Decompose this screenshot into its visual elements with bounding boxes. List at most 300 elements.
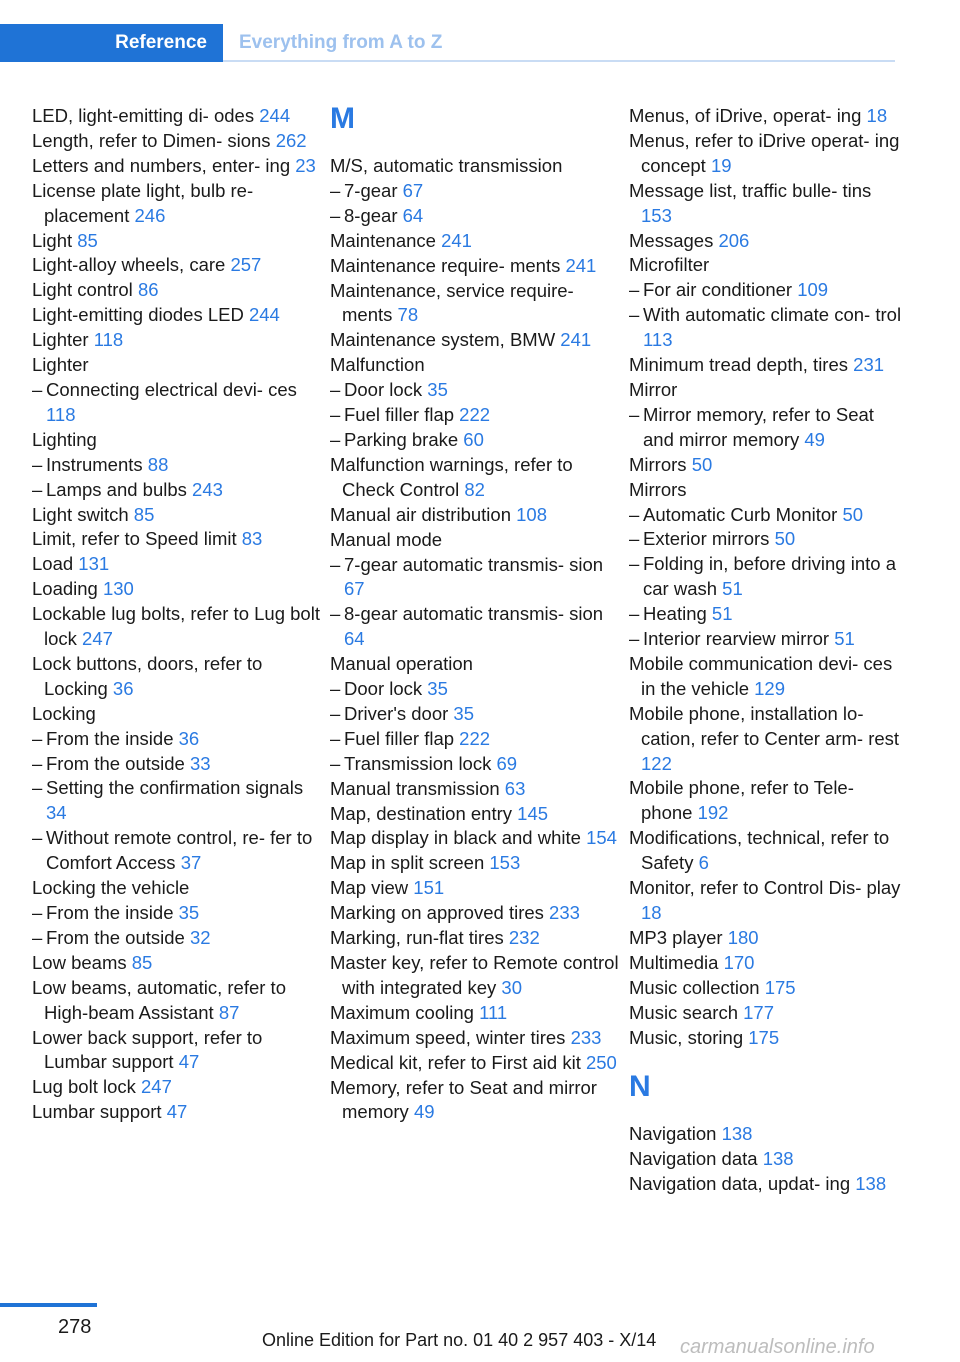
- page-reference-link[interactable]: 233: [549, 902, 580, 924]
- page-reference-link[interactable]: 51: [722, 578, 743, 600]
- entry-term: Fuel filler flap: [344, 727, 455, 749]
- index-entry: [32, 278, 322, 303]
- index-entry: [629, 776, 904, 826]
- entry-term: Load: [32, 553, 74, 575]
- index-entry: [330, 254, 620, 279]
- subentry-dash: –: [629, 403, 640, 425]
- index-subentry: [629, 527, 904, 552]
- page-reference-link[interactable]: 34: [46, 802, 67, 824]
- page-reference-link[interactable]: 86: [137, 279, 159, 301]
- page-reference-link[interactable]: 69: [496, 752, 518, 774]
- page-reference-link[interactable]: 129: [754, 677, 785, 699]
- index-subentry: [629, 552, 904, 602]
- index-entry: [330, 851, 620, 876]
- entry-term: Light switch: [32, 503, 129, 525]
- entry-term: Mirror: [629, 378, 678, 400]
- index-entry: [629, 229, 904, 254]
- entry-term: 7-gear: [344, 179, 398, 201]
- entry-term: MP3 player: [629, 926, 723, 948]
- subentry-dash: –: [629, 503, 640, 525]
- index-subentry: [629, 403, 904, 453]
- index-entry: [32, 1100, 322, 1125]
- index-subentry: [32, 776, 322, 826]
- edition-note: Online Edition for Part no. 01 40 2 957 403 - X/14: [262, 1330, 657, 1350]
- entry-term: From the inside: [46, 902, 174, 923]
- entry-term: Malfunction: [330, 354, 425, 376]
- entry-term: 8-gear automatic transmis- sion: [344, 603, 604, 625]
- index-entry: [32, 652, 322, 702]
- page-reference-link[interactable]: 113: [643, 329, 673, 351]
- page-reference-link[interactable]: 49: [804, 428, 825, 450]
- entry-term: Light: [32, 229, 73, 251]
- page-reference-link[interactable]: 247: [141, 1076, 172, 1098]
- page-reference-link[interactable]: 154: [586, 827, 617, 849]
- index-entry: [32, 1075, 322, 1100]
- index-entry: [330, 503, 620, 528]
- entry-term: From the inside: [46, 727, 174, 749]
- subentry-dash: –: [32, 378, 43, 400]
- index-column-1: [32, 104, 322, 1125]
- entry-term: Mobile communication devi- ces in the vehicle: [629, 652, 893, 699]
- entry-term: Lamps and bulbs: [46, 478, 187, 500]
- subentry-dash: –: [629, 553, 640, 575]
- section-tab-reference[interactable]: [0, 24, 223, 62]
- subentry-dash: –: [330, 727, 341, 749]
- index-subentry: [32, 826, 322, 876]
- entry-term: Light control: [32, 279, 133, 301]
- page-reference-link[interactable]: 206: [718, 229, 750, 251]
- page-reference-link[interactable]: 47: [178, 1051, 200, 1073]
- entry-term: Mirrors: [629, 478, 687, 500]
- entry-term: Map, destination entry: [330, 802, 513, 824]
- entry-term: 8-gear: [344, 204, 398, 226]
- entry-term: Connecting electrical devi- ces: [46, 378, 297, 400]
- entry-term: Marking, run-flat tires: [330, 927, 504, 949]
- index-subentry: [629, 602, 904, 627]
- page-reference-link[interactable]: 19: [710, 154, 732, 176]
- page-reference-link[interactable]: 23: [295, 154, 316, 176]
- entry-term: Lighter: [32, 329, 89, 351]
- index-entry: [629, 453, 904, 478]
- subentry-dash: –: [330, 428, 341, 450]
- page-reference-link[interactable]: 192: [697, 802, 729, 824]
- index-entry: [330, 353, 620, 378]
- page-reference-link[interactable]: 111: [479, 1001, 508, 1023]
- entry-term: Manual transmission: [330, 777, 500, 799]
- entry-term: Fuel filler flap: [344, 404, 455, 426]
- subentry-dash: –: [32, 926, 43, 948]
- page-reference-link[interactable]: 122: [641, 752, 672, 774]
- page-reference-link[interactable]: 153: [489, 852, 521, 874]
- page-reference-link[interactable]: 51: [834, 628, 855, 650]
- entry-term: Map in split screen: [330, 852, 485, 874]
- page-reference-link[interactable]: 64: [402, 204, 424, 226]
- entry-term: Malfunction warnings, refer to Check Control: [330, 453, 573, 500]
- index-entry: [629, 1026, 904, 1051]
- page-reference-link[interactable]: 36: [178, 727, 200, 749]
- entry-term: Minimum tread depth, tires: [629, 354, 849, 376]
- index-entry: [629, 826, 904, 876]
- page-reference-link[interactable]: 47: [166, 1101, 188, 1123]
- index-entry: [32, 303, 322, 328]
- entry-term: Lighter: [32, 354, 89, 376]
- page-reference-link[interactable]: 33: [189, 752, 211, 774]
- index-entry: [330, 876, 620, 901]
- entry-term: Automatic Curb Monitor: [643, 503, 838, 525]
- index-entry: [330, 1001, 620, 1026]
- subentry-dash: –: [32, 727, 43, 749]
- page-reference-link[interactable]: 175: [748, 1026, 780, 1048]
- index-entry: [330, 802, 620, 827]
- index-entry: [32, 353, 322, 378]
- index-entry: [629, 876, 904, 926]
- subentry-dash: –: [32, 827, 43, 849]
- index-subentry: [629, 303, 904, 353]
- subentry-dash: –: [330, 379, 341, 401]
- index-entry: [32, 951, 322, 976]
- index-subentry: [330, 553, 620, 603]
- page-reference-link[interactable]: 51: [711, 603, 733, 625]
- index-subentry: [330, 204, 620, 229]
- page-reference-link[interactable]: 138: [762, 1148, 794, 1170]
- entry-term: Menus, of iDrive, operat- ing: [629, 105, 862, 126]
- index-entry: [330, 1051, 620, 1076]
- index-entry: [330, 901, 620, 926]
- entry-term: Marking on approved tires: [330, 902, 544, 924]
- page-reference-link[interactable]: 83: [241, 528, 263, 550]
- index-subentry: [32, 901, 322, 926]
- page-reference-link[interactable]: 67: [344, 578, 365, 600]
- subentry-dash: –: [330, 702, 341, 724]
- subentry-dash: –: [330, 204, 341, 226]
- index-entry: [330, 453, 620, 503]
- entry-term: Memory, refer to Seat and mirror memory: [330, 1076, 597, 1123]
- index-subentry: [32, 727, 322, 752]
- index-entry: [330, 1026, 620, 1051]
- index-entry: [32, 229, 322, 254]
- entry-term: Modifications, technical, refer to Safety: [629, 827, 890, 874]
- index-entry: [629, 926, 904, 951]
- index-entry: [330, 279, 620, 329]
- entry-term: Low beams: [32, 951, 127, 973]
- entry-term: Lock buttons, doors, refer to Locking: [32, 652, 263, 699]
- entry-term: Manual air distribution: [330, 503, 511, 525]
- page-reference-link[interactable]: 118: [46, 403, 76, 425]
- entry-term: Transmission lock: [344, 752, 492, 774]
- entry-term: Interior rearview mirror: [643, 628, 830, 650]
- page-reference-link[interactable]: 241: [565, 254, 597, 276]
- subentry-dash: –: [629, 528, 640, 550]
- entry-term: Music, storing: [629, 1026, 744, 1048]
- entry-term: M/S, automatic transmission: [330, 155, 563, 176]
- subentry-dash: –: [32, 453, 43, 475]
- entry-term: Message list, traffic bulle- tins: [629, 179, 872, 201]
- index-subentry: [330, 378, 620, 403]
- entry-term: From the outside: [46, 926, 185, 948]
- entry-term: Instruments: [46, 453, 143, 475]
- index-subentry: [629, 627, 904, 652]
- entry-term: LED, light-emitting di- odes: [32, 105, 255, 126]
- index-letter-heading: N: [629, 1070, 651, 1104]
- page-reference-link[interactable]: 138: [855, 1173, 887, 1195]
- page-reference-link[interactable]: 153: [641, 204, 672, 226]
- index-subentry: [330, 403, 620, 428]
- page-reference-link[interactable]: 257: [230, 254, 262, 276]
- index-subentry: [629, 278, 904, 303]
- entry-term: For air conditioner: [643, 279, 793, 301]
- subentry-dash: –: [629, 603, 640, 625]
- entry-term: Maximum speed, winter tires: [330, 1026, 566, 1048]
- footer-accent-bar: [0, 1303, 97, 1307]
- index-entry: [629, 1122, 904, 1147]
- subentry-dash: –: [32, 752, 43, 774]
- index-entry: [330, 328, 620, 353]
- page-reference-link[interactable]: 262: [275, 129, 307, 151]
- index-entry: [629, 179, 904, 229]
- entry-term: Navigation data: [629, 1148, 758, 1170]
- entry-term: Parking brake: [344, 428, 459, 450]
- entry-term: Folding in, before driving into a car wash: [643, 553, 896, 600]
- index-subentry: [32, 752, 322, 777]
- page-reference-link[interactable]: 250: [585, 1051, 617, 1073]
- page-reference-link[interactable]: 243: [192, 478, 223, 500]
- page-reference-link[interactable]: 35: [427, 379, 448, 401]
- header-divider: [223, 60, 895, 62]
- entry-term: Lockable lug bolts, refer to Lug bolt lock: [32, 603, 320, 650]
- entry-term: Light-alloy wheels, care: [32, 254, 226, 276]
- entry-term: License plate light, bulb re- placement: [32, 179, 254, 226]
- page-reference-link[interactable]: 241: [441, 229, 472, 251]
- page-reference-link[interactable]: 130: [102, 578, 134, 600]
- index-entry: [330, 652, 620, 677]
- page-reference-link[interactable]: 49: [413, 1101, 435, 1123]
- page-reference-link[interactable]: 177: [743, 1001, 774, 1023]
- page-reference-link[interactable]: 233: [570, 1026, 602, 1048]
- page-reference-link[interactable]: 50: [691, 453, 713, 475]
- index-entry: [629, 1147, 904, 1172]
- index-entry: [330, 951, 620, 1001]
- entry-term: Maintenance system, BMW: [330, 329, 556, 351]
- subentry-dash: –: [32, 777, 43, 799]
- index-entry: [32, 602, 322, 652]
- index-entry: [32, 428, 322, 453]
- page-reference-link[interactable]: 246: [134, 204, 166, 226]
- index-subentry: [330, 428, 620, 453]
- entry-term: Mirror memory, refer to Seat and mirror memory: [643, 403, 874, 450]
- index-subentry: [330, 179, 620, 204]
- page-reference-link[interactable]: 50: [774, 528, 796, 550]
- index-subentry: [32, 378, 322, 428]
- entry-term: Mirrors: [629, 453, 687, 475]
- index-subentry: [330, 602, 620, 652]
- page-number: 278: [58, 1316, 92, 1338]
- index-letter-heading: M: [330, 102, 355, 135]
- page-reference-link[interactable]: 63: [504, 777, 526, 799]
- page-reference-link[interactable]: 35: [427, 678, 448, 700]
- page-reference-link[interactable]: 244: [248, 304, 280, 326]
- subentry-dash: –: [330, 553, 341, 575]
- index-entry: [330, 926, 620, 951]
- page-reference-link[interactable]: 222: [459, 727, 491, 749]
- entry-term: Navigation: [629, 1123, 717, 1145]
- entry-term: Manual mode: [330, 528, 443, 550]
- entry-term: Mobile phone, installation lo- cation, refer to Center arm- rest: [629, 702, 900, 749]
- index-entry: [32, 503, 322, 528]
- entry-term: Monitor, refer to Control Dis- play: [629, 877, 901, 899]
- entry-term: Locking the vehicle: [32, 877, 190, 899]
- subentry-dash: –: [330, 404, 341, 426]
- index-entry: [629, 353, 904, 378]
- entry-term: Navigation data, updat- ing: [629, 1173, 851, 1195]
- page-header: [0, 24, 895, 62]
- page-reference-link[interactable]: 118: [93, 329, 124, 351]
- index-entry: [32, 527, 322, 552]
- index-subentry: [330, 727, 620, 752]
- index-entry: [629, 1001, 904, 1026]
- page-reference-link[interactable]: 35: [178, 902, 200, 923]
- index-entry: [32, 179, 322, 229]
- index-entry: [330, 528, 620, 553]
- entry-term: Lower back support, refer to Lumbar support: [32, 1026, 263, 1073]
- subentry-dash: –: [330, 603, 341, 625]
- index-entry: [330, 229, 620, 254]
- page-reference-link[interactable]: 222: [459, 404, 491, 426]
- subentry-dash: –: [330, 179, 341, 201]
- entry-term: With automatic climate con- trol: [643, 304, 902, 326]
- entry-term: Lumbar support: [32, 1101, 162, 1123]
- page-reference-link[interactable]: 138: [721, 1123, 753, 1145]
- entry-term: Map display in black and white: [330, 827, 581, 849]
- index-subentry: [32, 478, 322, 503]
- entry-term: From the outside: [46, 752, 185, 774]
- index-entry: [629, 253, 904, 278]
- entry-term: Door lock: [344, 678, 423, 700]
- page-reference-link[interactable]: 180: [727, 926, 759, 948]
- entry-term: Without remote control, re- fer to Comfort Access: [46, 827, 313, 874]
- page-reference-link[interactable]: 60: [463, 428, 484, 450]
- page-reference-link[interactable]: 231: [853, 354, 885, 376]
- entry-term: Limit, refer to Speed limit: [32, 528, 237, 550]
- page-reference-link[interactable]: 67: [402, 179, 424, 201]
- entry-term: Low beams, automatic, refer to High-beam Assistant: [32, 976, 286, 1023]
- entry-term: Maintenance: [330, 229, 436, 251]
- index-entry: [32, 876, 322, 901]
- subentry-dash: –: [32, 478, 43, 500]
- subentry-dash: –: [330, 678, 341, 700]
- entry-term: Microfilter: [629, 254, 710, 276]
- watermark: carmanualsonline.info: [680, 1336, 875, 1358]
- page-reference-link[interactable]: 35: [453, 702, 474, 724]
- entry-term: Driver's door: [344, 702, 449, 724]
- entry-term: Letters and numbers, enter- ing: [32, 154, 291, 176]
- page-reference-link[interactable]: 87: [218, 1001, 240, 1023]
- page-reference-link[interactable]: 82: [464, 478, 485, 500]
- page-reference-link[interactable]: 32: [189, 926, 211, 948]
- index-entry: [32, 1026, 322, 1076]
- entry-term: Light-emitting diodes LED: [32, 304, 244, 326]
- page-reference-link[interactable]: 88: [147, 453, 169, 475]
- page-reference-link[interactable]: 109: [797, 279, 829, 301]
- index-entry: [330, 1076, 620, 1126]
- subentry-dash: –: [32, 902, 43, 923]
- index-entry: [629, 378, 904, 403]
- page-reference-link[interactable]: 241: [560, 329, 592, 351]
- page-reference-link[interactable]: 170: [723, 951, 755, 973]
- page-reference-link[interactable]: 18: [866, 105, 888, 126]
- index-entry: [629, 104, 904, 129]
- page-reference-link[interactable]: 85: [77, 229, 98, 251]
- entry-term: Multimedia: [629, 951, 719, 973]
- page-reference-link[interactable]: 151: [413, 877, 445, 899]
- index-entry: [32, 104, 322, 129]
- page-reference-link[interactable]: 247: [82, 628, 113, 650]
- page-reference-link[interactable]: 36: [112, 677, 134, 699]
- page-reference-link[interactable]: 6: [698, 852, 709, 874]
- index-entry: [32, 702, 322, 727]
- index-entry: [629, 702, 904, 777]
- page-reference-link[interactable]: 232: [508, 927, 540, 949]
- entry-term: Medical kit, refer to First aid kit: [330, 1051, 581, 1073]
- page-reference-link[interactable]: 37: [180, 852, 202, 874]
- entry-term: Locking: [32, 702, 96, 724]
- page-reference-link[interactable]: 50: [842, 503, 864, 525]
- entry-term: 7-gear automatic transmis- sion: [344, 553, 604, 575]
- entry-term: Door lock: [344, 379, 423, 401]
- subentry-dash: –: [629, 279, 640, 301]
- index-entry: [32, 552, 322, 577]
- entry-term: Messages: [629, 229, 714, 251]
- index-subentry: [330, 677, 620, 702]
- page-reference-link[interactable]: 78: [397, 304, 419, 326]
- page-reference-link[interactable]: 244: [259, 105, 291, 126]
- page-reference-link[interactable]: 30: [501, 976, 522, 998]
- index-entry: [330, 154, 620, 179]
- index-entry: [32, 154, 322, 179]
- entry-term: Loading: [32, 578, 98, 600]
- entry-term: Heating: [643, 603, 707, 625]
- subsection-tab[interactable]: Everything from A to Z: [239, 32, 443, 53]
- index-column-2: [330, 104, 620, 1125]
- page-reference-link[interactable]: 175: [764, 976, 796, 998]
- index-entry: [330, 826, 620, 851]
- index-entry: [32, 577, 322, 602]
- page-reference-link[interactable]: 145: [517, 802, 549, 824]
- entry-term: Menus, refer to iDrive operat- ing concept: [629, 129, 900, 176]
- entry-term: Maintenance, service require- ments: [330, 279, 574, 326]
- index-entry: [32, 253, 322, 278]
- page-reference-link[interactable]: 131: [78, 553, 110, 575]
- entry-term: Mobile phone, refer to Tele- phone: [629, 777, 854, 824]
- index-entry: [32, 976, 322, 1026]
- index-entry: [629, 1172, 904, 1197]
- page-reference-link[interactable]: 64: [344, 628, 365, 650]
- page-reference-link[interactable]: 18: [641, 902, 662, 923]
- entry-term: Length, refer to Dimen- sions: [32, 129, 271, 151]
- page-reference-link[interactable]: 108: [516, 503, 547, 525]
- entry-term: Maintenance require- ments: [330, 254, 561, 276]
- entry-term: Manual operation: [330, 653, 473, 675]
- subentry-dash: –: [629, 304, 640, 326]
- subentry-dash: –: [629, 628, 640, 650]
- index-entry: [629, 478, 904, 503]
- page-reference-link[interactable]: 85: [133, 503, 155, 525]
- index-entry: [629, 129, 904, 179]
- index-subentry: [330, 702, 620, 727]
- entry-term: Maximum cooling: [330, 1001, 474, 1023]
- page-reference-link[interactable]: 85: [131, 951, 153, 973]
- entry-term: Setting the confirmation signals: [46, 777, 304, 799]
- index-subentry: [32, 926, 322, 951]
